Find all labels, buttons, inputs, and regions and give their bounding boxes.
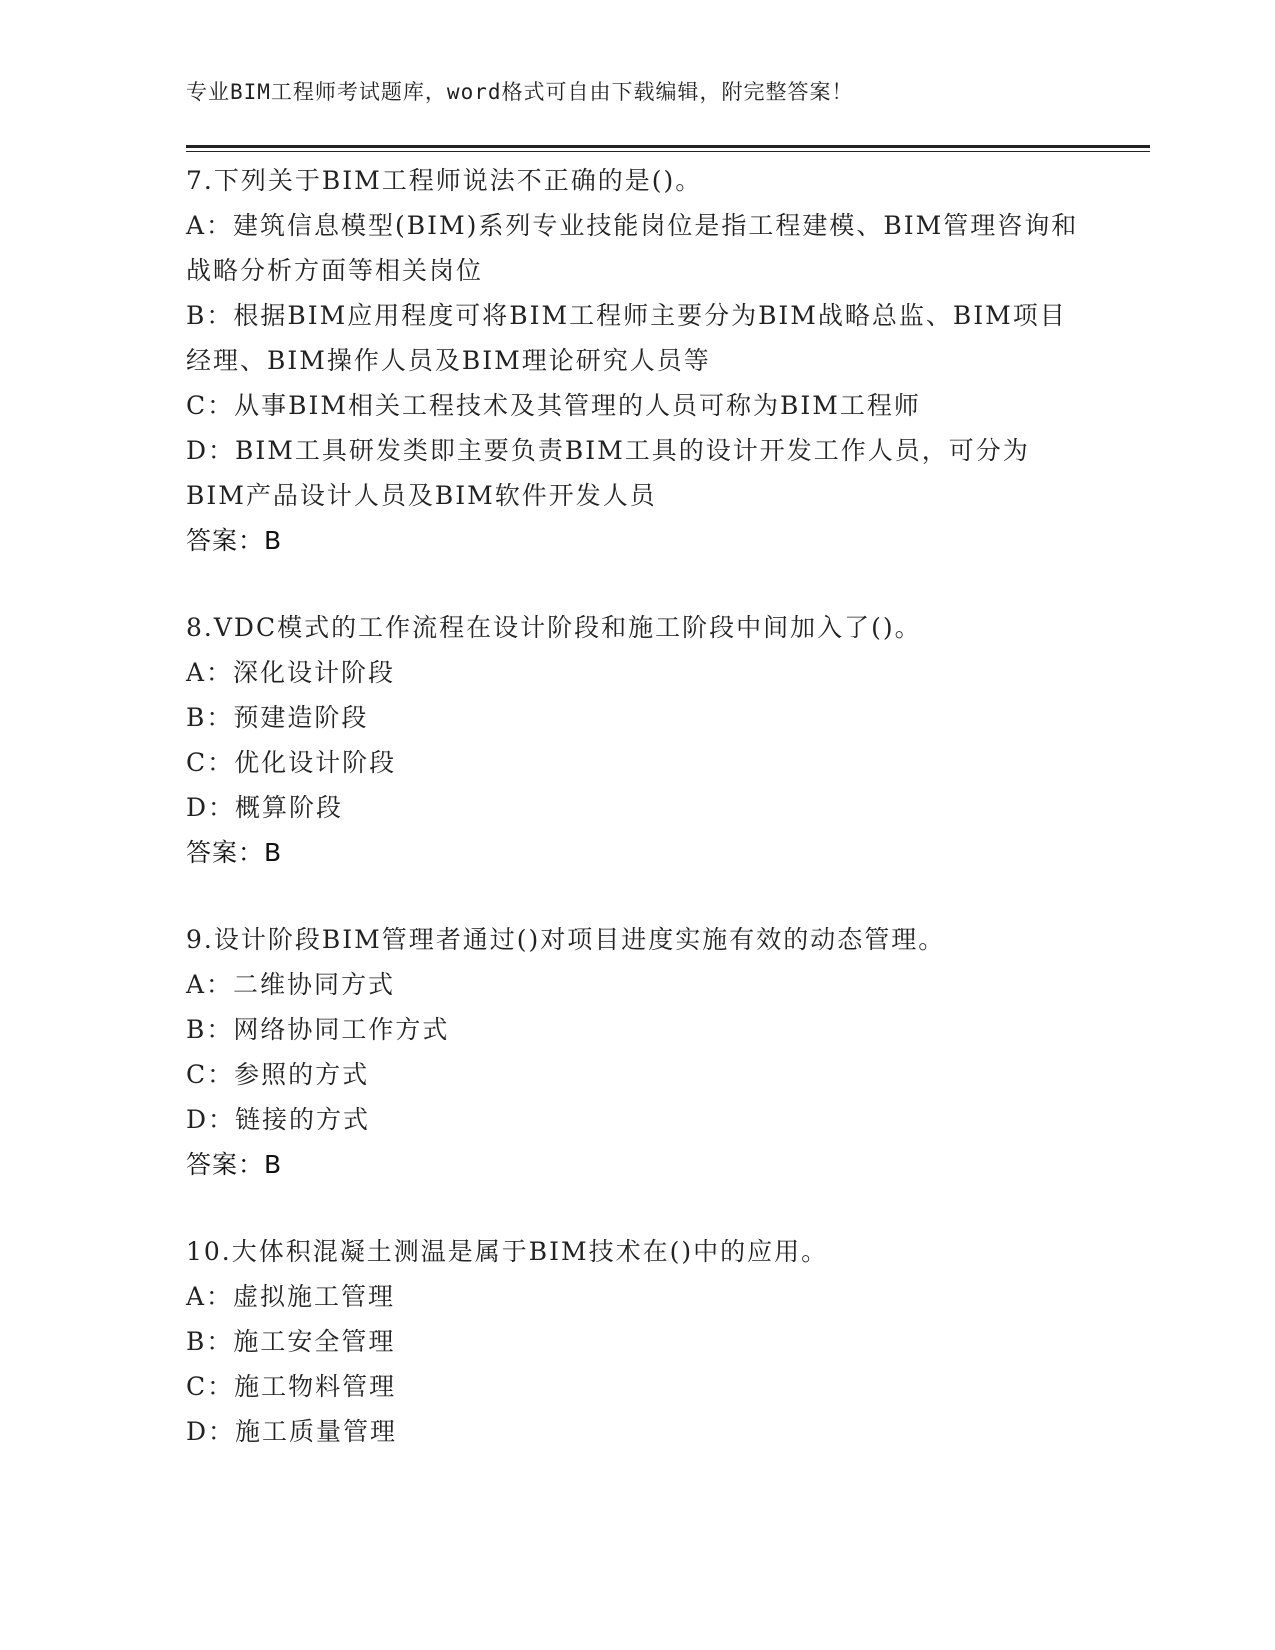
option-d: D：施工质量管理 [186,1417,398,1446]
question-7 [186,158,1086,563]
option-b: B：施工安全管理 [186,1327,396,1356]
option-d: D：链接的方式 [186,1105,371,1134]
option-b: B：预建造阶段 [186,703,369,732]
question-stem: 10.大体积混凝土测温是属于BIM技术在()中的应用。 [186,1237,829,1266]
question-stem: 8.VDC模式的工作流程在设计阶段和施工阶段中间加入了()。 [186,613,922,642]
answer: 答案：B [186,838,283,867]
question-8 [186,605,1086,875]
question-stem: 7.下列关于BIM工程师说法不正确的是()。 [186,166,703,195]
question-list [186,158,1086,1496]
option-d: D：BIM工具研发类即主要负责BIM工具的设计开发工作人员，可分为BIM产品设计人员及BIM软件开发人员 [186,436,1030,510]
header-rule-thick [186,145,1150,148]
option-c: C：从事BIM相关工程技术及其管理的人员可称为BIM工程师 [186,391,921,420]
option-a: A：虚拟施工管理 [186,1282,396,1311]
option-c: C：施工物料管理 [186,1372,397,1401]
option-b: B：根据BIM应用程度可将BIM工程师主要分为BIM战略总监、BIM项目经理、BIM操作人员及BIM理论研究人员等 [186,301,1067,375]
answer: 答案：B [186,1150,283,1179]
question-10 [186,1229,1086,1454]
question-9 [186,917,1086,1187]
option-a: A：深化设计阶段 [186,658,396,687]
option-b: B：网络协同工作方式 [186,1015,450,1044]
question-stem: 9.设计阶段BIM管理者通过()对项目进度实施有效的动态管理。 [186,925,946,954]
option-a: A：二维协同方式 [186,970,396,999]
option-d: D：概算阶段 [186,793,344,822]
option-c: C：参照的方式 [186,1060,370,1089]
option-a: A：建筑信息模型(BIM)系列专业技能岗位是指工程建模、BIM管理咨询和战略分析方面等相关岗位 [186,211,1079,285]
header-rule-thin [186,151,1150,152]
page-header: 专业BIM工程师考试题库，word格式可自由下载编辑，附完整答案！ [186,80,854,104]
option-c: C：优化设计阶段 [186,748,397,777]
answer: 答案：B [186,526,283,555]
